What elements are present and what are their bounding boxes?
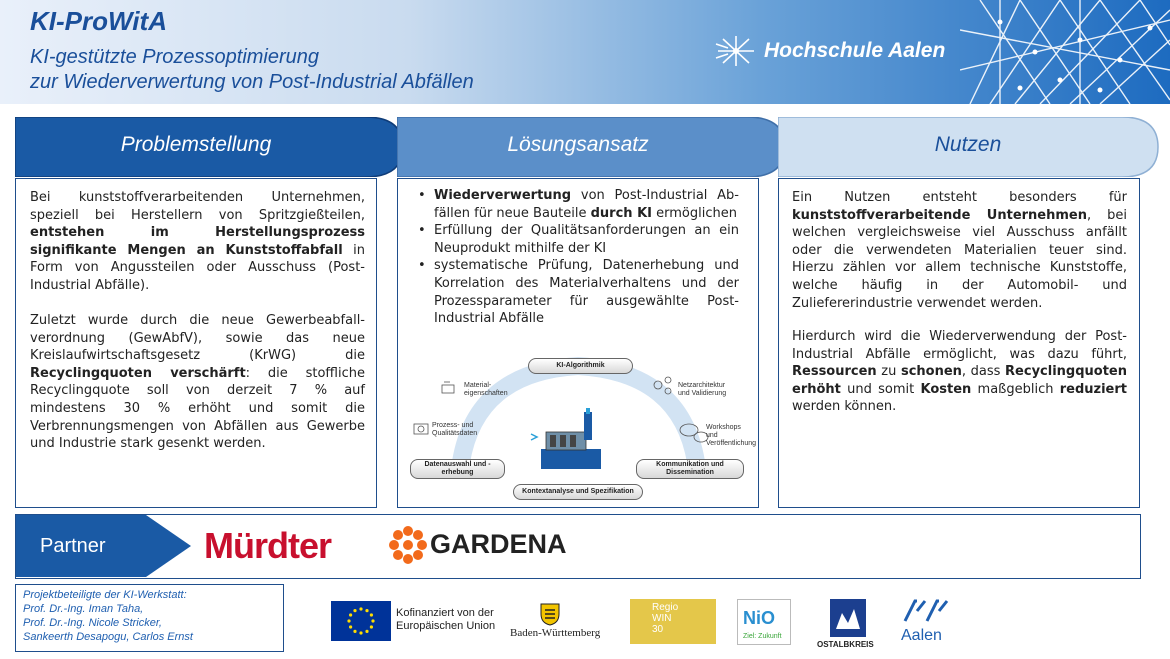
eu-stars-icon	[331, 601, 391, 641]
neural-network-graphic	[960, 0, 1170, 104]
regio-win-logo: Regio WIN 30	[630, 599, 716, 644]
hochschule-aalen-logo	[714, 34, 945, 68]
partner-label: Partner	[40, 535, 106, 557]
partner-section	[15, 514, 1141, 579]
problem-panel	[15, 178, 377, 508]
problem-paragraph-2: Zuletzt wurde durch die neue Gewerbeabfall-verordnung (GewAbfV), sowie das neue Kreislaufwirtschaftsgesetz (KrWG) die Recyclingquoten verschärft: die stoffliche Recyclingquote soll von derzeit 7 % auf mindestens 30 % erhöht und somit die Verbrennungsmengen von Abfällen aus Gewerbe und Industrie stark gesenkt werden.	[30, 313, 365, 452]
ostalbkreis-text: OSTALBKREIS	[817, 640, 874, 649]
solution-bullets	[416, 187, 739, 328]
label-netzarchitektur: Netzarchitektur und Validierung	[678, 382, 727, 397]
pillar-nutzen	[778, 117, 1158, 177]
aalen-logo	[903, 599, 949, 627]
pill-ki-algorithmik: KI-Algorithmik	[528, 358, 633, 374]
pill-kommunikation: Kommunikation und Dissemination	[636, 459, 744, 479]
pillar-problemstellung	[15, 117, 377, 177]
bullet-item: • Erfüllung der Qualitätsanforderungen an ein Neuprodukt mithilfe der KI	[418, 223, 739, 256]
coat-of-arms-icon	[537, 602, 563, 626]
eu-flag-logo	[331, 601, 391, 641]
header-banner	[0, 0, 1170, 104]
benefit-paragraph-1: Ein Nutzen entsteht besonders für kunststoffverarbeitende Unternehmen, bei welchen vergleichsweise viel Ausschuss anfällt oder die verwendeten Materialien teuer sind. Hierzu zählen vor allem technische Kunststoffe, welche häufig in der Automobil- und Zuliefererindustrie verwendet werden.	[792, 190, 1127, 311]
bw-coat-of-arms	[537, 602, 563, 630]
label-materialeigenschaften: Material-eigenschaften	[464, 382, 508, 397]
problem-paragraph-1: Bei kunststoffverarbeitenden Unternehmen, speziell bei Herstellern von Spritzgießteilen, entstehen im Herstellungsprozess signifikante Mengen an Kunststoffabfall in Form von Angussteilen oder Ausschuss (Post-Industrial Abfälle).	[30, 190, 365, 293]
institution-name: Hochschule Aalen	[764, 39, 946, 62]
benefit-panel	[778, 178, 1140, 508]
eu-cofunding-text: Kofinanziert von der Europäischen Union	[396, 607, 496, 632]
project-subtitle-line2: zur Wiederverwertung von Post-Industrial Abfällen	[30, 71, 474, 93]
injection-molding-machine-icon	[531, 408, 601, 469]
pillar-label: Nutzen	[934, 133, 1002, 156]
aalen-text: Aalen	[901, 627, 942, 644]
bw-text: Baden-Württemberg	[510, 627, 601, 639]
solution-panel	[397, 178, 759, 508]
nio-logo: NiO Ziel: Zukunft	[737, 599, 791, 645]
label-prozessdaten: Prozess- und Qualitätsdaten	[432, 422, 478, 437]
pillar-label: Lösungsansatz	[507, 133, 649, 156]
pillar-loesungsansatz	[397, 117, 759, 177]
pill-datenauswahl: Datenauswahl und -erhebung	[410, 459, 505, 479]
murdter-logo: Mürdter	[204, 525, 331, 566]
project-subtitle-line1: KI-gestützte Prozessoptimierung	[30, 46, 320, 68]
project-participants: Projektbeteiligte der KI-Werkstatt: Prof. Dr.-Ing. Iman Taha, Prof. Dr.-Ing. Nicole Stricker, Sankeerth Desapogu, Carlos Ernst	[15, 584, 284, 652]
ostalb-crest-icon	[830, 599, 866, 637]
sparkle-icon	[714, 34, 758, 68]
gardena-logo: GARDENA	[430, 529, 567, 559]
pillar-label: Problemstellung	[120, 133, 272, 156]
gardena-flower-icon	[388, 525, 428, 565]
pill-kontextanalyse: Kontextanalyse und Spezifikation	[513, 484, 643, 500]
bullet-item: • Wiederverwertung von Post-Industrial Ab-fällen für neue Bauteile durch KI ermöglichen	[418, 188, 739, 221]
benefit-paragraph-2: Hierdurch wird die Wiederverwendung der Post-Industrial Abfälle ermöglicht, was dazu führt, Ressourcen zu schonen, dass Recyclingquoten erhöht und somit Kosten maßgeblich reduziert werden können.	[792, 329, 1127, 415]
ki-process-diagram	[406, 352, 757, 502]
aalen-mark-icon	[903, 599, 949, 623]
bullet-item: • systematische Prüfung, Datenerhebung und Korrelation des Materialverhaltens und der Prozessparameter für ausgewählte Post-Industrial Abfälle	[418, 258, 739, 327]
ostalbkreis-crest	[830, 599, 866, 637]
project-title: KI-ProWitA	[30, 6, 167, 36]
label-workshops: Workshops und Veröffentlichung	[706, 424, 757, 447]
